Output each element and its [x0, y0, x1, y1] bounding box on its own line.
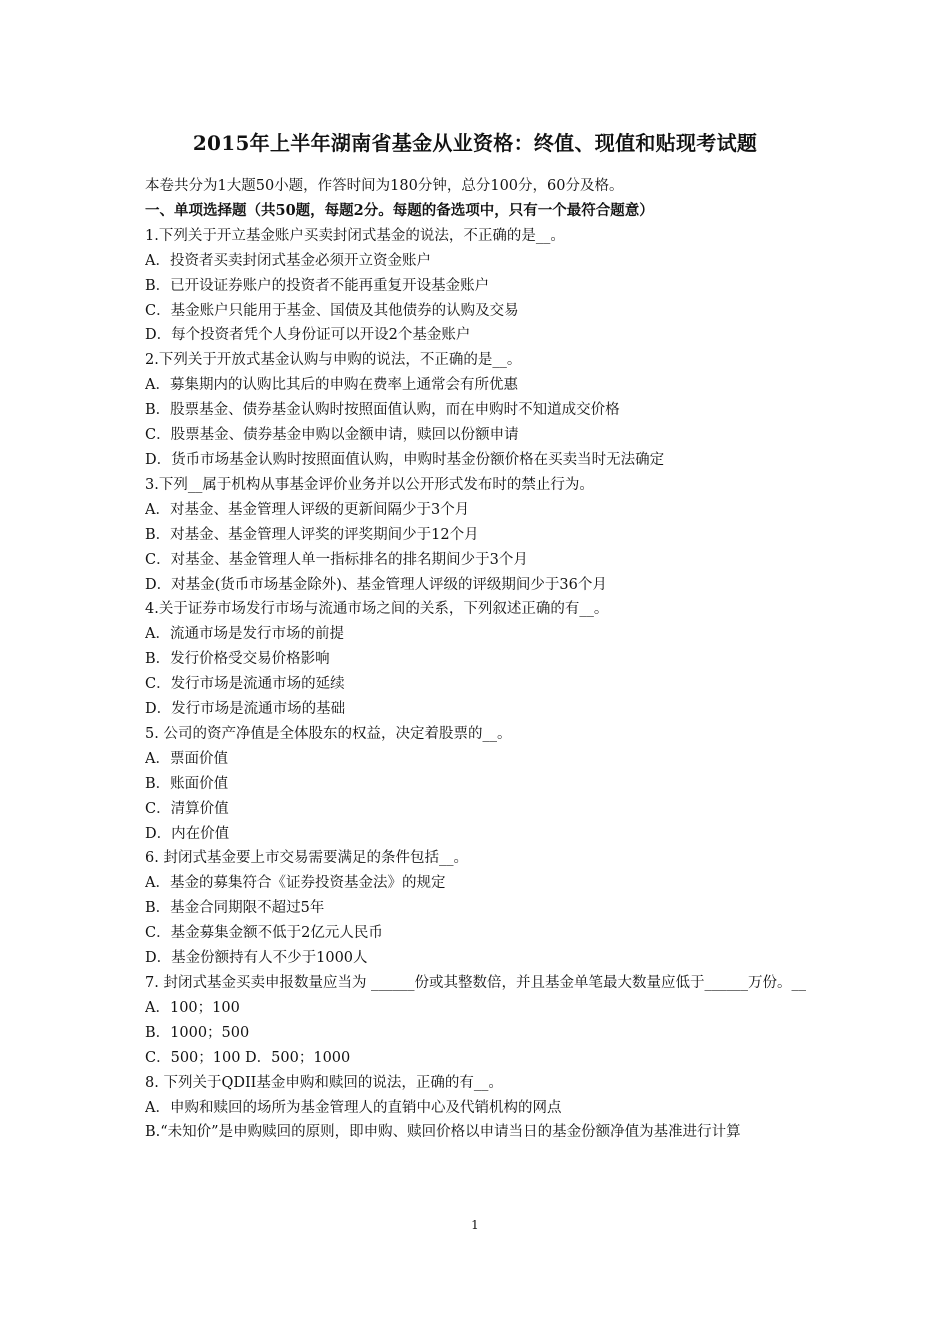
question-1: [145, 224, 815, 349]
option-b: B.“未知价”是申购赎回的原则，即申购、赎回价格以申请当日的基金份额净值为基准进行计算: [145, 1124, 741, 1141]
option-d: D．每个投资者凭个人身份证可以开设2个基金账户: [145, 327, 471, 344]
option-d: D．内在价值: [145, 825, 230, 842]
section-heading: 一、单项选择题（共50题，每题2分。每题的备选项中，只有一个最符合题意）: [145, 201, 654, 219]
question-stem: 2.下列关于开放式基金认购与申购的说法，不正确的是__。: [145, 352, 522, 369]
question-stem: 3.下列__属于机构从事基金评价业务并以公开形式发布时的禁止行为。: [145, 476, 594, 493]
option-b: B．发行价格受交易价格影响: [145, 651, 330, 668]
option-c: C．发行市场是流通市场的延续: [145, 676, 345, 693]
option-b: B．对基金、基金管理人评奖的评奖期间少于12个月: [145, 526, 479, 543]
option-a: A．流通市场是发行市场的前提: [145, 626, 344, 643]
option-b: B．股票基金、债券基金认购时按照面值认购，而在申购时不知道成交价格: [145, 402, 620, 419]
option-a: A．对基金、基金管理人评级的更新间隔少于3个月: [145, 501, 470, 518]
question-stem: 6. 封闭式基金要上市交易需要满足的条件包括__。: [145, 850, 468, 867]
intro-text: 本卷共分为1大题50小题，作答时间为180分钟，总分100分，60分及格。: [145, 178, 624, 194]
document-title: 2015年上半年湖南省基金从业资格：终值、现值和贴现考试题: [192, 131, 758, 155]
question-3: [145, 473, 815, 598]
option-c: C．基金账户只能用于基金、国债及其他债券的认购及交易: [145, 302, 519, 319]
option-a: A．票面价值: [145, 750, 228, 767]
option-b: B．已开设证券账户的投资者不能再重复开设基金账户: [145, 277, 490, 294]
option-a: A．投资者买卖封闭式基金必须开立资金账户: [145, 252, 431, 269]
question-stem: 7. 封闭式基金买卖申报数量应当为 ______份或其整数倍，并且基金单笔最大数量应低于______万份。__: [145, 975, 807, 991]
question-7: [145, 971, 815, 1071]
option-c: C．清算价值: [145, 800, 229, 817]
option-d: D．发行市场是流通市场的基础: [145, 701, 346, 718]
question-stem: 4.关于证券市场发行市场与流通市场之间的关系，下列叙述正确的有__。: [145, 601, 609, 618]
option-a: A．申购和赎回的场所为基金管理人的直销中心及代销机构的网点: [145, 1099, 562, 1116]
option-b: B．账面价值: [145, 775, 229, 792]
question-5: [145, 722, 815, 847]
question-stem: 1.下列关于开立基金账户买卖封闭式基金的说法，不正确的是__。: [145, 227, 565, 244]
question-8: [145, 1071, 815, 1146]
question-4: [145, 597, 815, 722]
option-d: D．货币市场基金认购时按照面值认购，申购时基金份额价格在买卖当时无法确定: [145, 451, 665, 468]
option-a: A．募集期内的认购比其后的申购在费率上通常会有所优惠: [145, 377, 518, 394]
question-2: [145, 348, 815, 473]
option-d: D．对基金(货币市场基金除外)、基金管理人评级的评级期间少于36个月: [145, 576, 607, 593]
option-c: C．股票基金、债券基金申购以金额申请，赎回以份额申请: [145, 427, 519, 444]
option-b: B．基金合同期限不超过5年: [145, 900, 325, 917]
option-a: A．基金的募集符合《证券投资基金法》的规定: [145, 875, 446, 892]
option-d: D．基金份额持有人不少于1000人: [145, 950, 368, 967]
option-b: B．1000；500: [145, 1024, 250, 1041]
document-body: [145, 174, 815, 1145]
option-c-d: C．500；100 D．500；1000: [145, 1049, 351, 1066]
question-stem: 8. 下列关于QDII基金申购和赎回的说法，正确的有__。: [145, 1074, 503, 1091]
question-6: [145, 846, 815, 971]
option-c: C．对基金、基金管理人单一指标排名的排名期间少于3个月: [145, 551, 528, 568]
question-stem: 5. 公司的资产净值是全体股东的权益，决定着股票的__。: [145, 725, 512, 742]
option-a: A．100；100: [145, 999, 240, 1016]
option-c: C．基金募集金额不低于2亿元人民币: [145, 925, 383, 942]
page-number: 1: [471, 1218, 479, 1232]
